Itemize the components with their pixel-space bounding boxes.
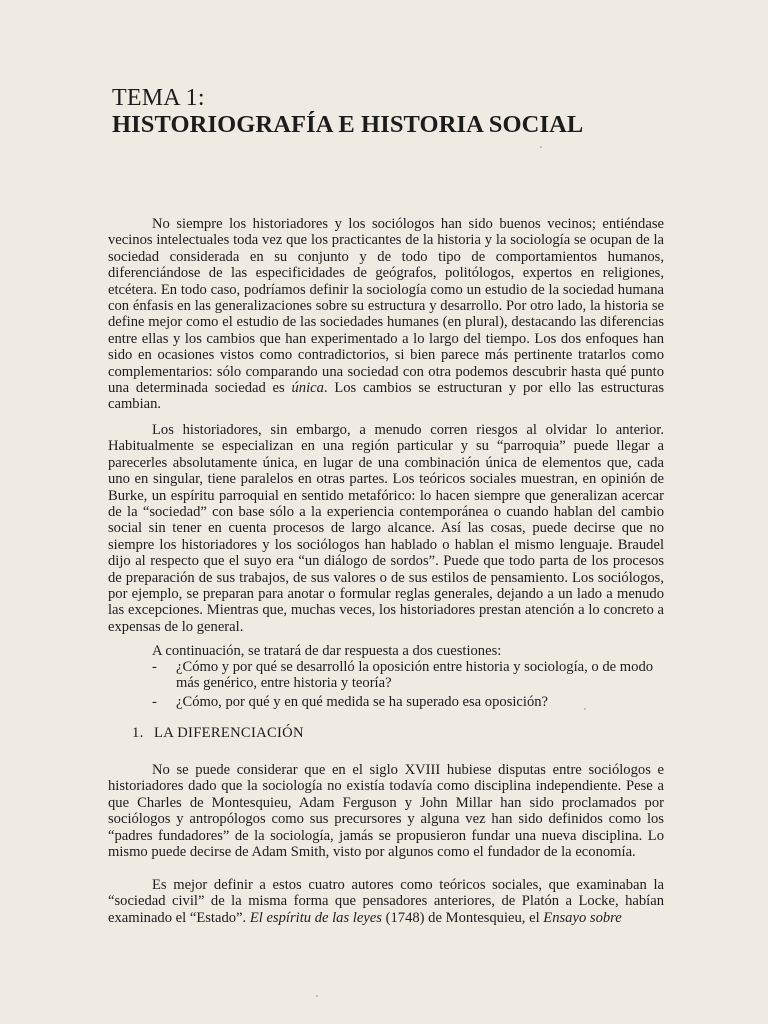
question-item [152,694,664,710]
intro-paragraph-1-end: . Los cambios se estructuran y por ello las estructuras cambian. [108,380,665,413]
questions-list [152,659,664,712]
paper-speck [584,708,586,710]
section-number: 1. [132,725,144,741]
section-paragraph-2-mid: (1748) de Montesquieu, el [381,909,544,926]
intro-paragraph-1 [108,216,664,413]
question-text: ¿Cómo y por qué se desarrolló la oposición entre historia y sociología, o de modo más genérico, entre historia y teoría? [176,659,654,692]
intro-paragraph-1-emphasis: única [291,380,324,397]
section-1-body-2 [108,877,664,926]
chapter-title: HISTORIOGRAFÍA E HISTORIA SOCIAL [112,111,584,138]
question-item [152,659,664,692]
intro-paragraph-2: Los historiadores, sin embargo, a menudo corren riesgos al olvidar lo anterior. Habitualmente se especializan en una región particular y su “parroquia” puede llegar a parecerles absolutamente única, en lugar de una combinación única de elementos que, cada uno en singular, tiene paralelos en otras partes. Los teóricos sociales muestran, en opinión de Burke, un espíritu parroquial en sentido metafórico: lo hacen siempre que generalizan acercar de la “sociedad” con base sólo a la experiencia contemporánea o cuando hablan del cambio social sin tener en cuenta procesos de largo alcance. Así las cosas, puede decirse que no siempre los historiadores y los sociólogos han hablado o hablan el mismo lenguaje. Braudel dijo al respecto que el suyo era “un diálogo de sordos”. Puede que todo parta de los procesos de preparación de sus trabajos, de sus valores o de sus estilos de pensamiento. Los sociólogos, por ejemplo, se preparan para anotar o formular reglas generales, dejando a un lado a menudo las excepciones. Mientras que, muchas veces, los historiadores prestan atención a lo concreto a expensas de lo general. [108,422,664,635]
list-dash: - [152,659,157,675]
book-title: El espíritu de las leyes [249,909,382,926]
chapter-label: TEMA 1: [112,85,205,111]
section-paragraph-1: No se puede considerar que en el siglo XVIII hubiese disputas entre sociólogos e historiadores dado que la sociología no existía todavía como disciplina independiente. Pese a que Charles de Montesquieu, Adam Ferguson y John Millar han sido proclamados por sociólogos y antropólogos como sus precursores y alguna vez han sido definidos como los “padres fundadores” de la sociología, jamás se propusieron fundar una nueva disciplina. Lo mismo puede decirse de Adam Smith, visto por algunos como el fundador de la economía. [108,762,664,861]
section-title: LA DIFERENCIACIÓN [154,725,304,741]
section-paragraph-2 [108,877,664,926]
list-dash: - [152,693,157,710]
intro-section-2 [108,422,664,635]
intro-paragraph-1-text: No siempre los historiadores y los sociólogos han sido buenos vecinos; entiéndase vecinos intelectuales toda vez que los practicantes de la historia y la sociología se ocupan de la sociedad considerada en su conjunto y de todo tipo de comportamientos humanos, diferenciándose de las especificidades de geógrafos, politólogos, expertos en religiones, etcétera. En todo caso, podríamos definir la sociología como un estudio de la sociedad humana con énfasis en las generalizaciones sobre su estructura y desarrollo. Por otro lado, la historia se define mejor como el estudio de las sociedades humanes (en plural), destacando las diferencias entre ellas y los cambios que han experimentado a lo largo del tiempo. Los dos enfoques han sido en ocasiones vistos como contradictorios, si bien parece más pertinente tratarlos como complementarios: sólo comparando una sociedad con otra podemos descubrir hasta qué punto una determinada sociedad es [108,216,664,397]
question-text: ¿Cómo, por qué y en qué medida se ha superado esa oposición? [176,693,549,710]
section-paragraph-2-text: Es mejor definir a estos cuatro autores como teóricos sociales, que examinaban la “sociedad civil” de la misma forma que pensadores anteriores, de Platón a Locke, habían examinado el “Estado”. [108,877,664,926]
intro-section [108,216,664,413]
paper-speck [540,146,542,148]
section-heading [132,724,304,742]
section-1-body [108,762,664,860]
questions-intro: A continuación, se tratará de dar respuesta a dos cuestiones: [152,643,502,659]
book-title: Ensayo sobre [543,909,622,926]
paper-speck [316,995,318,997]
